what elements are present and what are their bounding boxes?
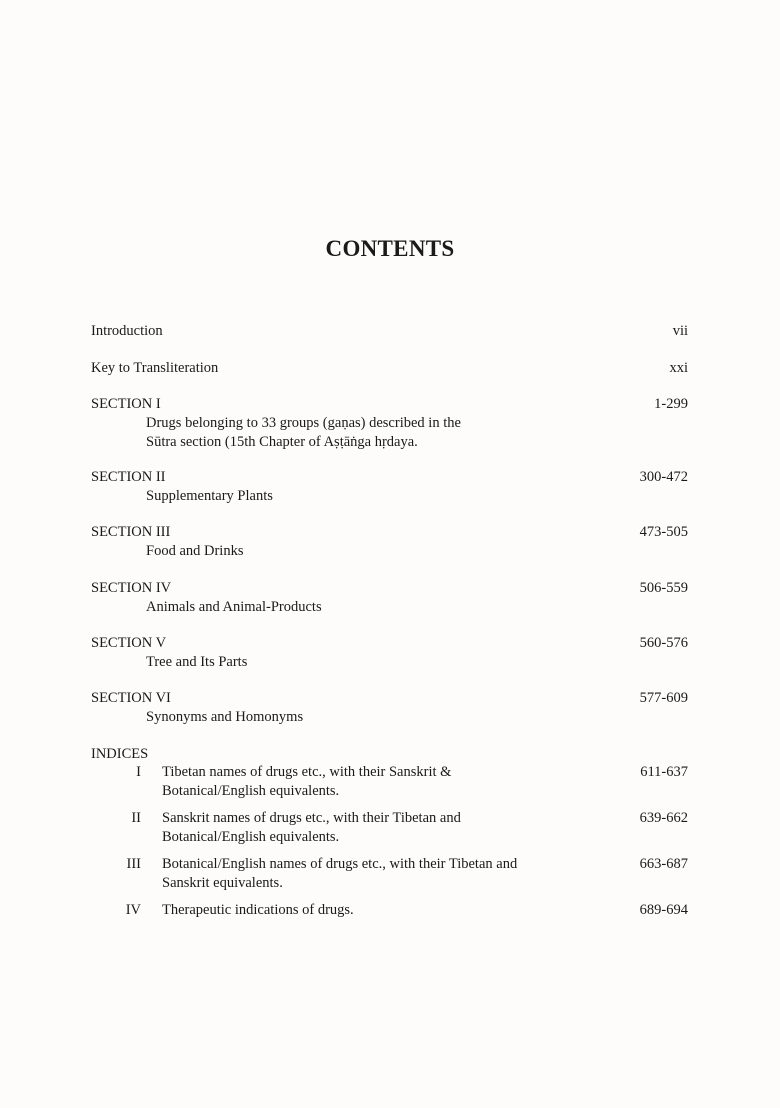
section-pages: 473-505 [639, 524, 688, 540]
section-label: SECTION VI [91, 690, 171, 706]
index-description-line: Sanskrit equivalents. [162, 875, 283, 891]
index-pages: 689-694 [639, 902, 688, 918]
page-title: CONTENTS [325, 236, 455, 261]
section-pages: 577-609 [639, 690, 688, 706]
index-description-line: Tibetan names of drugs etc., with their Sanskrit & [162, 764, 452, 780]
index-description [162, 901, 602, 920]
section-description [146, 542, 566, 561]
section-description-line: Supplementary Plants [146, 488, 273, 504]
section-pages: 506-559 [639, 580, 688, 596]
index-description-line: Therapeutic indications of drugs. [162, 902, 354, 918]
section-description [146, 414, 566, 452]
index-description [162, 809, 602, 847]
section-description-line: Synonyms and Homonyms [146, 709, 304, 725]
section-description [146, 487, 566, 506]
indices-heading: INDICES [91, 746, 149, 762]
toc-entry-label: Introduction [91, 323, 163, 339]
index-number: IV [125, 902, 141, 918]
section-description [146, 653, 566, 672]
section-description-line: Drugs belonging to 33 groups (gaṇas) described in the [146, 415, 461, 431]
section-pages: 1-299 [654, 396, 688, 412]
index-description-line: Sanskrit names of drugs etc., with their Tibetan and [162, 810, 461, 826]
index-description [162, 763, 602, 801]
index-pages: 639-662 [639, 810, 688, 826]
index-pages: 663-687 [639, 856, 688, 872]
index-pages: 611-637 [640, 764, 688, 780]
section-description [146, 598, 566, 617]
section-label: SECTION III [91, 524, 171, 540]
index-description-line: Botanical/English equivalents. [162, 783, 340, 799]
index-description-line: Botanical/English names of drugs etc., with their Tibetan and [162, 856, 518, 872]
section-description-line: Animals and Animal-Products [146, 599, 322, 615]
section-description-line: Tree and Its Parts [146, 654, 248, 670]
section-pages: 300-472 [639, 469, 688, 485]
section-label: SECTION V [91, 635, 167, 651]
index-number: II [131, 810, 141, 826]
toc-entry-pages: vii [672, 323, 688, 339]
section-pages: 560-576 [639, 635, 688, 651]
index-description [162, 855, 602, 893]
section-label: SECTION II [91, 469, 166, 485]
index-number: I [136, 764, 141, 780]
index-number: III [126, 856, 141, 872]
section-description-line: Sūtra section (15th Chapter of Aṣṭāṅga hṛdaya. [146, 434, 418, 450]
index-description-line: Botanical/English equivalents. [162, 829, 340, 845]
section-description [146, 708, 566, 727]
toc-entry-label: Key to Transliteration [91, 360, 219, 376]
section-label: SECTION I [91, 396, 161, 412]
section-label: SECTION IV [91, 580, 172, 596]
section-description-line: Food and Drinks [146, 543, 244, 559]
toc-entry-pages: xxi [669, 360, 688, 376]
